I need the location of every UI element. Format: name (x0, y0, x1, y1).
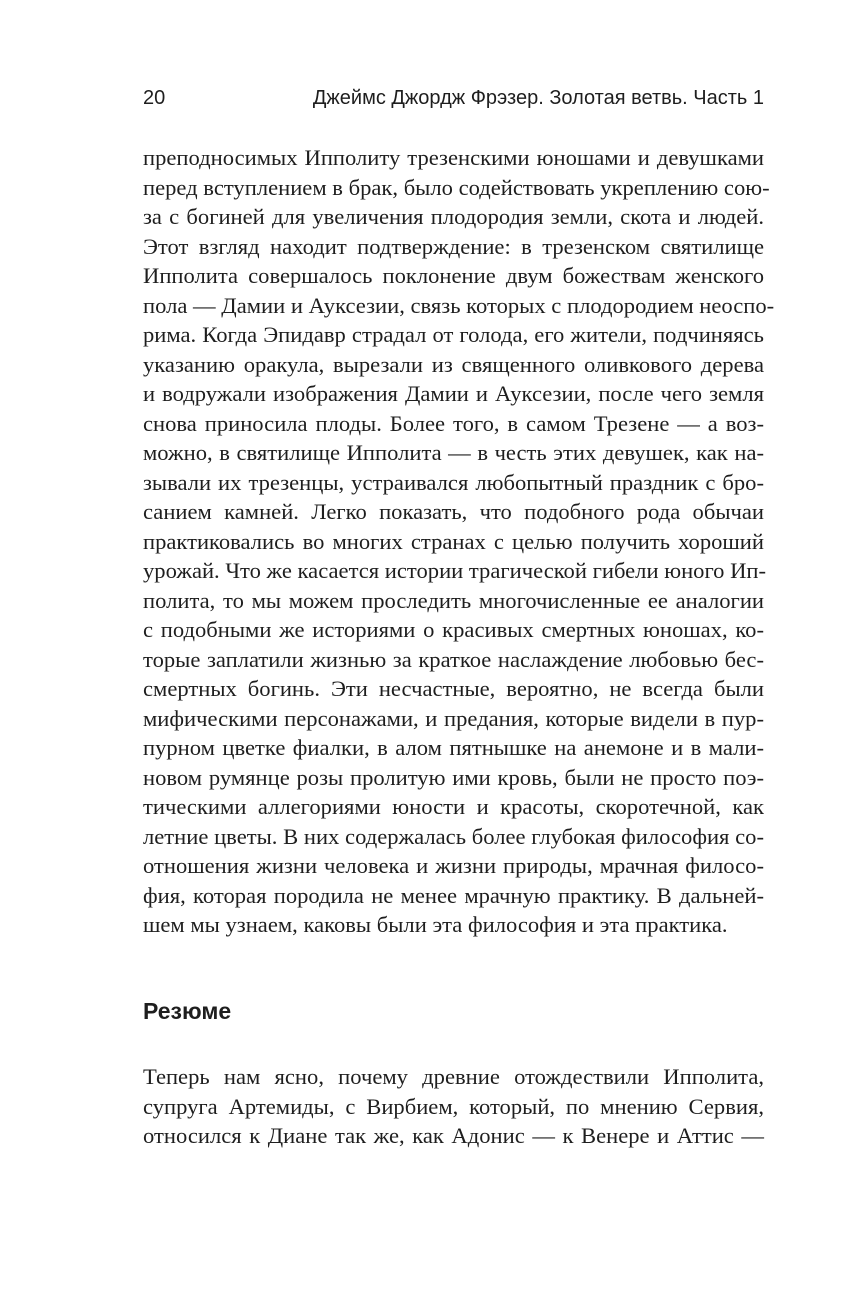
text-line: практиковались во многих странах с целью получить хороший (143, 528, 764, 554)
text-line: полита, то мы можем проследить многочисленные ее аналогии (143, 587, 764, 613)
text-line: и водружали изображения Дамии и Ауксезии, после чего земля (143, 381, 764, 406)
text-line: фия, которая породила не менее мрачную практику. В дальней- (143, 882, 764, 908)
text-line: смертных богинь. Эти несчастные, вероятно, не всегда были (143, 676, 764, 701)
text-line: снова приносила плоды. Более того, в самом Трезене — а воз- (143, 410, 764, 436)
page-header (143, 83, 764, 113)
text-line: указанию оракула, вырезали из священного оливкового дерева (143, 351, 764, 377)
text-line: рима. Когда Эпидавр страдал от голода, его жители, подчиняясь (143, 322, 764, 347)
text-line: пурном цветке фиалки, в алом пятнышке на анемоне и в мали- (143, 735, 764, 760)
text-line: можно, в святилище Ипполита — в честь этих девушек, как на- (143, 440, 764, 465)
main-text-paragraph (143, 143, 775, 940)
section-heading: Резюме (143, 998, 232, 1024)
text-line: преподносимых Ипполиту трезенскими юношами и девушками (143, 145, 764, 170)
text-line: Этот взгляд находит подтверждение: в трезенском святилище (143, 233, 764, 259)
text-line: торые заплатили жизнью за краткое наслаждение любовью бес- (143, 646, 764, 672)
text-line: Ипполита совершалось поклонение двум божествам женского (143, 263, 764, 288)
text-line: относился к Диане так же, как Адонис — к Венере и Аттис — (143, 1123, 764, 1148)
text-line: супруга Артемиды, с Вирбием, который, по мнению Сервия, (143, 1093, 764, 1119)
text-line: зывали их трезенцы, устраивался любопытный праздник с бро- (143, 469, 764, 495)
running-title: Джеймс Джордж Фрэзер. Золотая ветвь. Часть 1 (312, 87, 764, 109)
text-line: летние цветы. В них содержалась более глубокая философия со- (143, 823, 764, 849)
text-line: шем мы узнаем, каковы были эта философия и эта практика. (143, 912, 728, 937)
text-line: новом румянце розы пролитую ими кровь, были не просто поэ- (143, 764, 764, 790)
text-line: тическими аллегориями юности и красоты, скоротечной, как (143, 794, 764, 819)
page-number: 20 (143, 87, 166, 109)
summary-paragraph (143, 1062, 764, 1151)
text-line: за с богиней для увеличения плодородия земли, скота и людей. (143, 204, 764, 229)
text-line: Теперь нам ясно, почему древние отождествили Ипполита, (143, 1064, 764, 1089)
text-line: пола — Дамии и Ауксезии, связь которых с плодородием неоспо- (143, 292, 775, 318)
text-line: мифическими персонажами, и предания, которые видели в пур- (143, 705, 764, 731)
text-line: с подобными же историями о красивых смертных юношах, ко- (143, 617, 764, 642)
text-line: перед вступлением в брак, было содействовать укреплению сою- (143, 174, 770, 200)
text-line: санием камней. Легко показать, что подобного рода обычаи (143, 499, 764, 524)
text-line: урожай. Что же касается истории трагической гибели юного Ип- (143, 558, 767, 583)
text-line: отношения жизни человека и жизни природы, мрачная филосо- (143, 853, 764, 878)
